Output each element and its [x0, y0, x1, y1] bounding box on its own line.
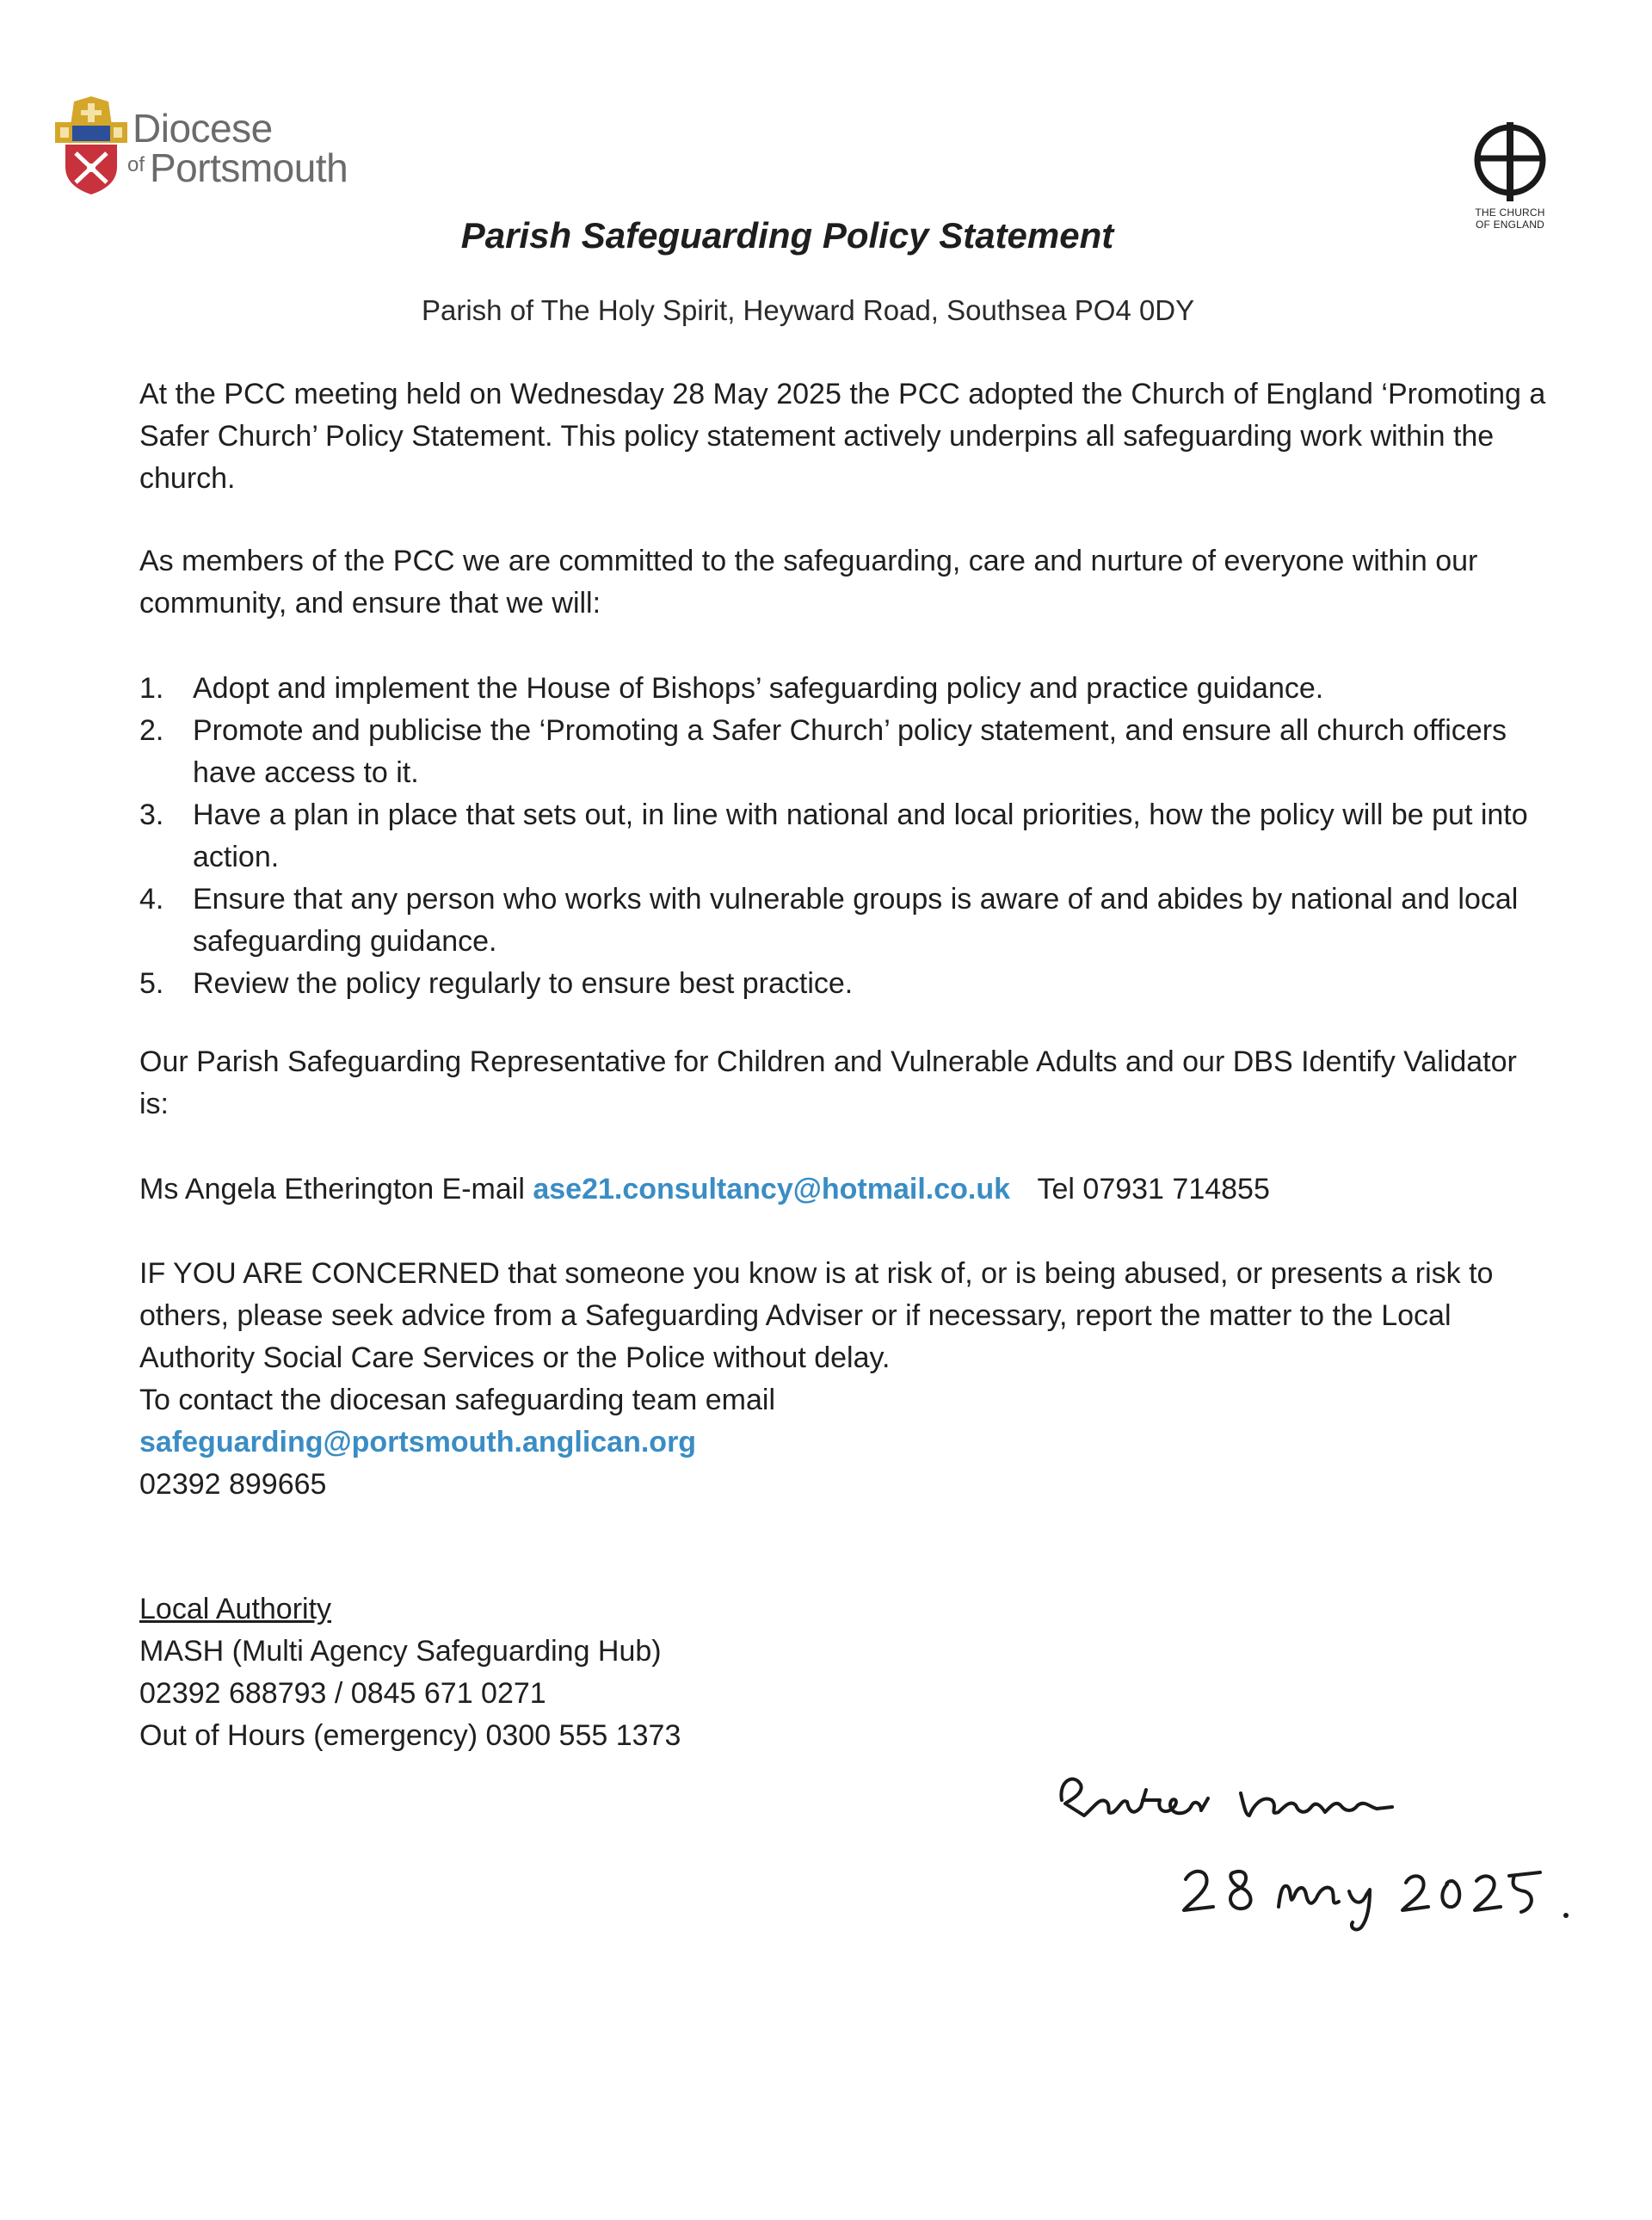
list-item — [139, 794, 1550, 879]
diocese-logo-of: of — [127, 153, 145, 176]
list-number: 2. — [139, 714, 164, 747]
concern-text: that someone you know is at risk of, or is being abused, or presents a risk to others, please seek advice from a Safeguarding Adviser or if necessary, report the matter to the Local Authority Social Care Services or the Police without delay. — [139, 1257, 1494, 1374]
representative-tel-label: Tel — [1037, 1173, 1075, 1206]
diocese-logo-portsmouth: Portsmouth — [150, 145, 348, 190]
concern-lead: IF YOU ARE CONCERNED — [139, 1257, 500, 1290]
list-text: Promote and publicise the ‘Promoting a Safer Church’ policy statement, and ensure all church officers have access to it. — [193, 714, 1507, 789]
mash-line: MASH (Multi Agency Safeguarding Hub) — [139, 1635, 662, 1668]
list-item — [139, 879, 1550, 963]
list-text: Ensure that any person who works with vulnerable groups is aware of and abides by national and local safeguarding guidance. — [193, 883, 1519, 958]
list-number: 5. — [139, 967, 164, 1000]
commitment-intro: As members of the PCC we are committed to the safeguarding, care and nurture of everyone within our community, and ensure that we will: — [139, 545, 1478, 620]
parish-address: Parish of The Holy Spirit, Heyward Road, Southsea PO4 0DY — [422, 294, 1195, 326]
representative-phone: 07931 714855 — [1082, 1173, 1270, 1206]
local-authority-heading: Local Authority — [139, 1593, 332, 1625]
local-authority-section — [139, 1588, 1550, 1757]
list-item — [139, 963, 1550, 1005]
commitment-list — [139, 668, 1550, 1005]
intro-paragraph: At the PCC meeting held on Wednesday 28 May 2025 the PCC adopted the Church of England ‘Promoting a Safer Church’ Policy Statement. This policy statement actively underpins all safeguarding work within the church. — [139, 378, 1546, 495]
diocesan-team-line: To contact the diocesan safeguarding team email — [139, 1384, 776, 1416]
out-of-hours-phone: Out of Hours (emergency) 0300 555 1373 — [139, 1719, 681, 1752]
coe-logo-line2: OF ENGLAND — [1475, 219, 1544, 231]
list-text: Review the policy regularly to ensure best practice. — [193, 967, 854, 1000]
list-item — [139, 710, 1550, 794]
concern-section — [139, 1253, 1550, 1506]
list-text: Have a plan in place that sets out, in line with national and local priorities, how the policy will be put into action. — [193, 799, 1528, 873]
diocesan-phone: 02392 899665 — [139, 1468, 327, 1501]
list-text: Adopt and implement the House of Bishops’ safeguarding policy and practice guidance. — [193, 672, 1324, 705]
list-item — [139, 668, 1550, 710]
concern-paragraph — [139, 1253, 1550, 1379]
diocesan-email-link[interactable]: safeguarding@portsmouth.anglican.org — [139, 1426, 697, 1458]
representative-name: Ms Angela Etherington E-mail — [139, 1173, 525, 1206]
diocese-logo — [50, 96, 368, 198]
list-number: 1. — [139, 672, 164, 705]
mash-phone: 02392 688793 / 0845 671 0271 — [139, 1677, 546, 1710]
list-number: 4. — [139, 883, 164, 916]
representative-intro: Our Parish Safeguarding Representative for Children and Vulnerable Adults and our DBS Identify Validator is: — [139, 1045, 1517, 1120]
handwritten-signature — [1050, 1747, 1583, 1936]
diocese-logo-text: Diocese — [133, 106, 273, 151]
representative-email-link[interactable]: ase21.consultancy@hotmail.co.uk — [533, 1173, 1011, 1206]
document-title: Parish Safeguarding Policy Statement — [460, 215, 1114, 256]
list-number: 3. — [139, 799, 164, 831]
representative-contact — [139, 1169, 1550, 1211]
coe-logo-line1: THE CHURCH — [1475, 207, 1545, 219]
coe-cross-icon — [1471, 120, 1549, 203]
diocese-crest-icon — [50, 96, 133, 196]
